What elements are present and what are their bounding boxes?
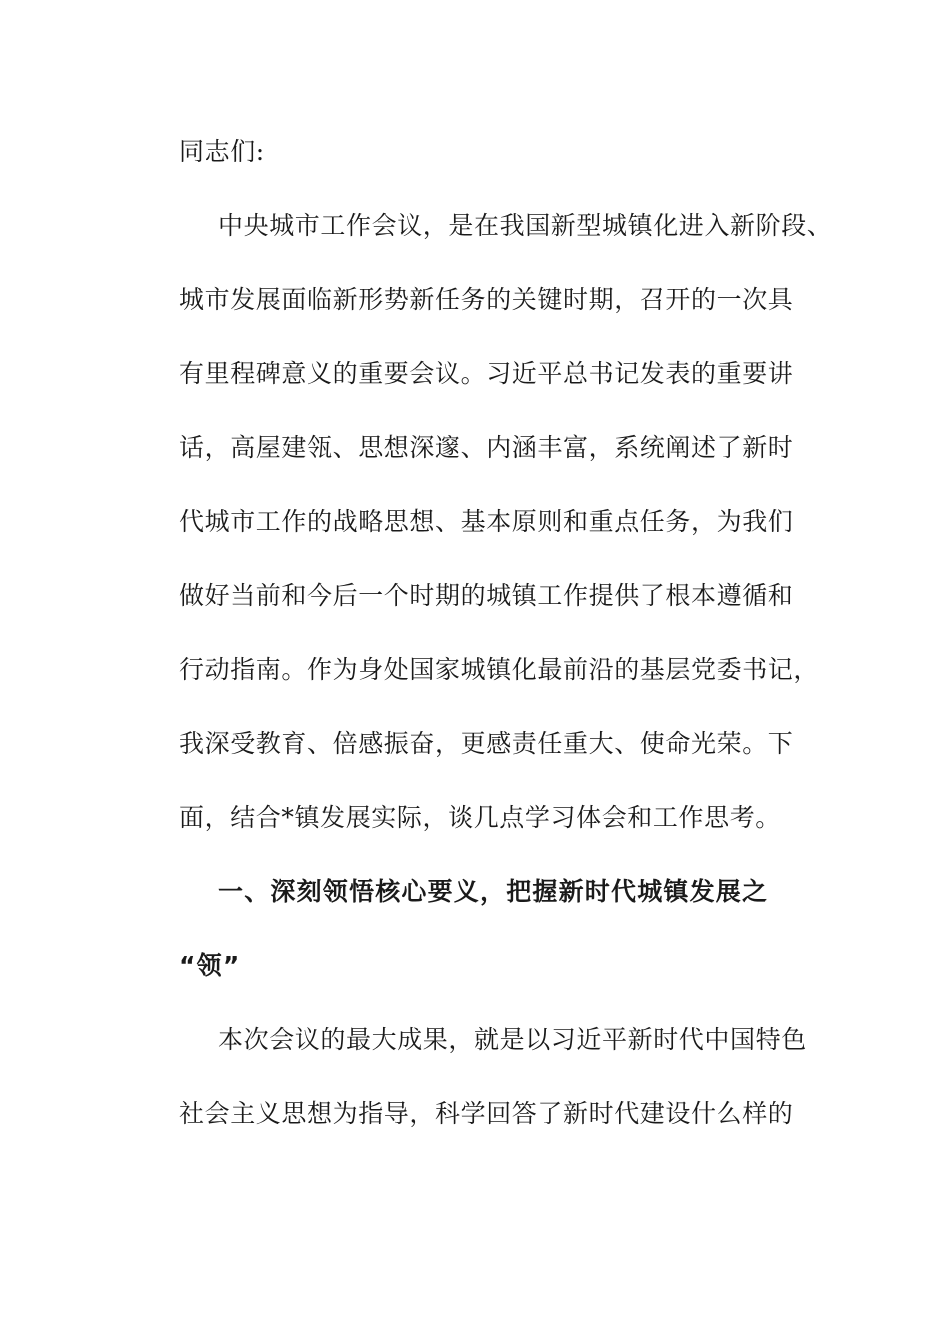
section-heading-line: “领”	[179, 951, 241, 980]
paragraph-1-line: 话，高屋建瓴、思想深邃、内涵丰富，系统阐述了新时	[179, 433, 794, 462]
paragraph-1-line: 城市发展面临新形势新任务的关键时期，召开的一次具	[179, 285, 794, 314]
paragraph-1-line: 行动指南。作为身处国家城镇化最前沿的基层党委书记，	[179, 655, 820, 684]
paragraph-1-line: 我深受教育、倍感振奋，更感责任重大、使命光荣。下	[179, 729, 794, 758]
paragraph-1-line: 有里程碑意义的重要会议。习近平总书记发表的重要讲	[179, 359, 794, 388]
paragraph-1-line: 代城市工作的战略思想、基本原则和重点任务，为我们	[179, 507, 794, 536]
paragraph-1-line: 中央城市工作会议，是在我国新型城镇化进入新阶段、	[218, 211, 833, 240]
paragraph-1-line: 做好当前和今后一个时期的城镇工作提供了根本遵循和	[179, 581, 794, 610]
salutation: 同志们:	[179, 137, 265, 166]
section-heading-line: 一、深刻领悟核心要义，把握新时代城镇发展之	[218, 877, 769, 906]
paragraph-1-line: 面，结合*镇发展实际，谈几点学习体会和工作思考。	[179, 803, 781, 832]
paragraph-2-line: 社会主义思想为指导，科学回答了新时代建设什么样的	[179, 1099, 794, 1128]
paragraph-2-line: 本次会议的最大成果，就是以习近平新时代中国特色	[218, 1025, 807, 1054]
